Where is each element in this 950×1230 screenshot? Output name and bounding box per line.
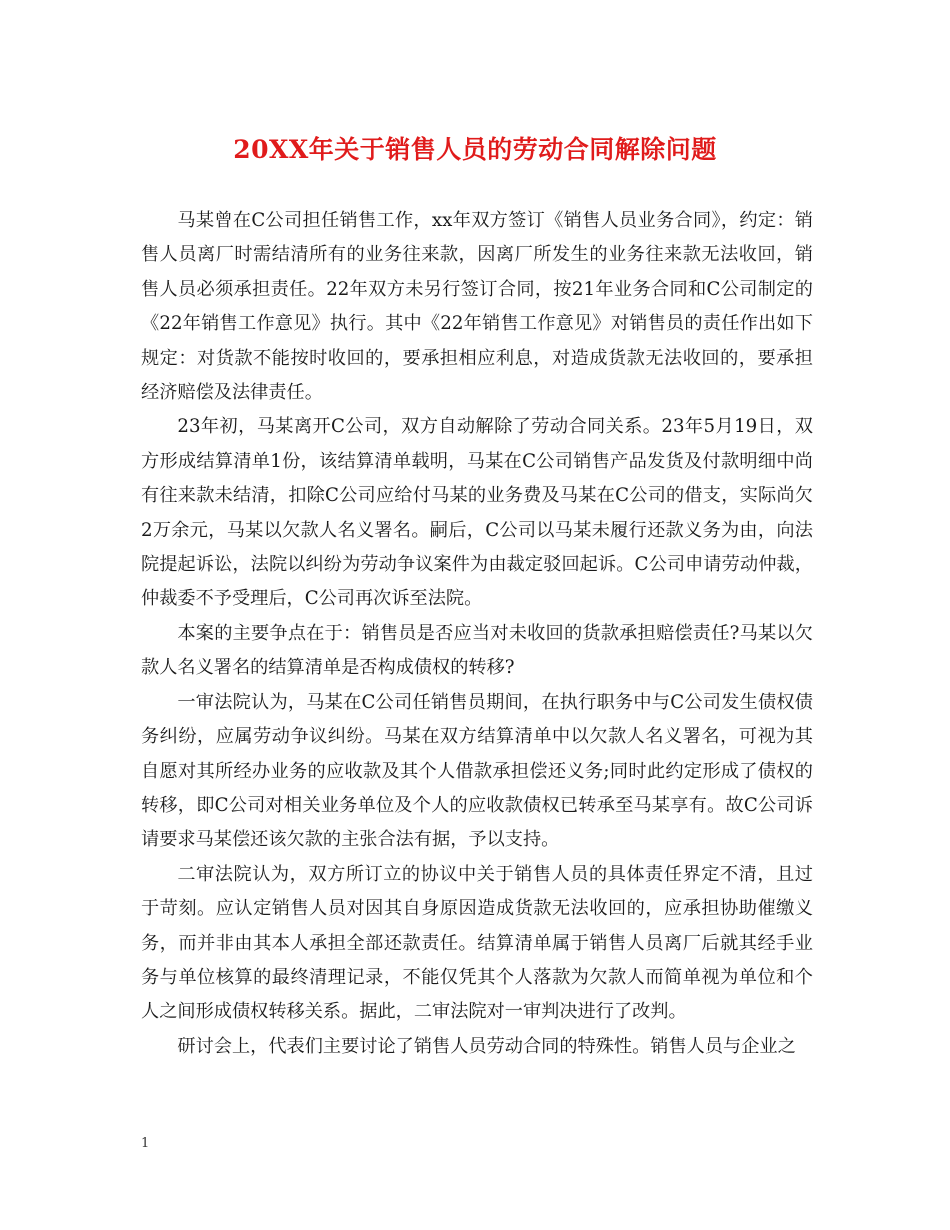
paragraph: 马某曾在C公司担任销售工作，xx年双方签订《销售人员业务合同》，约定：销售人员离厂时需结清所有的业务往来款，因离厂所发生的业务往来款无法收回，销售人员必须承担责任。22年双方未另行签订合同，按21年业务合同和C公司制定的《22年销售工作意见》执行。其中《22年销售工作意见》对销售员的责任作出如下规定：对货款不能按时收回的，要承担相应利息，对造成货款无法收回的，要承担经济赔偿及法律责任。 [141,210,813,404]
paragraph: 23年初，马某离开C公司，双方自动解除了劳动合同关系。23年5月19日，双方形成结算清单1份，该结算清单载明，马某在C公司销售产品发货及付款明细中尚有往来款未结清，扣除C公司应给付马某的业务费及马某在C公司的借支，实际尚欠2万余元，马某以欠款人名义署名。嗣后，C公司以马某未履行还款义务为由，向法院提起诉讼，法院以纠纷为劳动争议案件为由裁定驳回起诉。C公司申请劳动仲裁，仲裁委不予受理后，C公司再次诉至法院。 [141,416,813,610]
paragraph: 一审法院认为，马某在C公司任销售员期间，在执行职务中与C公司发生债权债务纠纷，应属劳动争议纠纷。马某在双方结算清单中以欠款人名义署名，可视为其自愿对其所经办业务的应收款及其个人借款承担偿还义务;同时此约定形成了债权的转移，即C公司对相关业务单位及个人的应收款债权已转承至马某享有。故C公司诉请要求马某偿还该欠款的主张合法有据，予以支持。 [141,691,813,851]
paragraph: 本案的主要争点在于：销售员是否应当对未收回的货款承担赔偿责任?马某以欠款人名义署名的结算清单是否构成债权的转移? [141,622,813,679]
document-title: 20XX年关于销售人员的劳动合同解除问题 [233,135,717,164]
page-number: 1 [141,1136,150,1151]
paragraph: 研讨会上，代表们主要讨论了销售人员劳动合同的特殊性。销售人员与企业之 [177,1035,796,1057]
paragraph: 二审法院认为，双方所订立的协议中关于销售人员的具体责任界定不清，且过于苛刻。应认定销售人员对因其自身原因造成货款无法收回的，应承担协助催缴义务，而并非由其本人承担全部还款责任。结算清单属于销售人员离厂后就其经手业务与单位核算的最终清理记录，不能仅凭其个人落款为欠款人而简单视为单位和个人之间形成债权转移关系。据此，二审法院对一审判决进行了改判。 [141,863,813,1023]
document-body [141,204,813,1064]
